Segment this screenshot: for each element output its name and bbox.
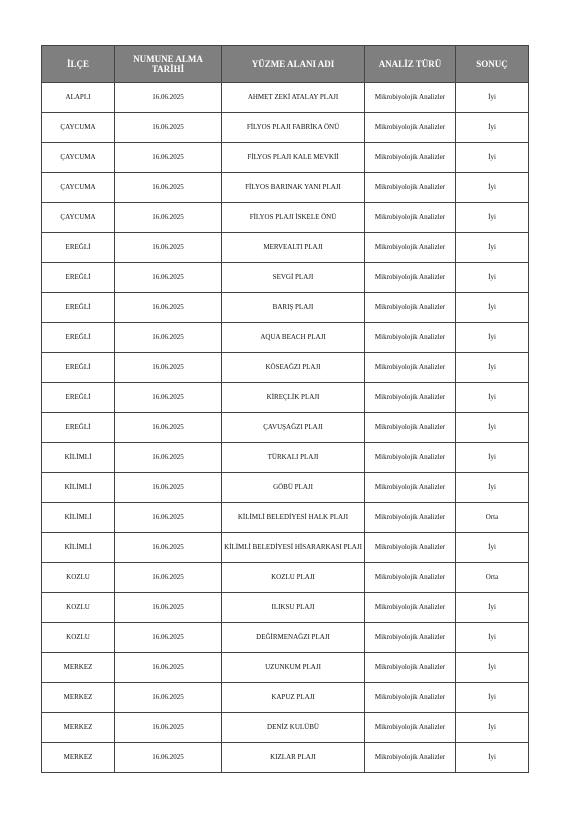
cell-beach-name: FİLYOS PLAJI KALE MEVKİİ xyxy=(222,143,365,173)
cell-district: EREĞLİ xyxy=(42,323,115,353)
cell-result: İyi xyxy=(456,743,529,773)
cell-district: EREĞLİ xyxy=(42,383,115,413)
cell-sample-date: 16.06.2025 xyxy=(115,563,222,593)
cell-district: MERKEZ xyxy=(42,653,115,683)
table-row xyxy=(42,593,529,623)
beach-water-quality-table xyxy=(41,45,529,773)
cell-result: İyi xyxy=(456,683,529,713)
cell-district: KİLİMLİ xyxy=(42,473,115,503)
table-row xyxy=(42,383,529,413)
cell-sample-date: 16.06.2025 xyxy=(115,143,222,173)
cell-sample-date: 16.06.2025 xyxy=(115,503,222,533)
cell-district: MERKEZ xyxy=(42,683,115,713)
cell-result: İyi xyxy=(456,113,529,143)
cell-beach-name: DEĞİRMENAĞZI PLAJI xyxy=(222,623,365,653)
cell-result: İyi xyxy=(456,443,529,473)
cell-beach-name: UZUNKUM PLAJI xyxy=(222,653,365,683)
cell-analysis-type: Mikrobiyolojik Analizler xyxy=(365,593,456,623)
cell-beach-name: MERVEALTI PLAJI xyxy=(222,233,365,263)
cell-sample-date: 16.06.2025 xyxy=(115,173,222,203)
cell-sample-date: 16.06.2025 xyxy=(115,293,222,323)
cell-sample-date: 16.06.2025 xyxy=(115,263,222,293)
table-row xyxy=(42,233,529,263)
table-row xyxy=(42,533,529,563)
table-row xyxy=(42,143,529,173)
cell-beach-name: KAPUZ PLAJI xyxy=(222,683,365,713)
table-row xyxy=(42,83,529,113)
cell-beach-name: ÇAVUŞAĞZI PLAJI xyxy=(222,413,365,443)
cell-analysis-type: Mikrobiyolojik Analizler xyxy=(365,743,456,773)
cell-result: Orta xyxy=(456,563,529,593)
cell-district: KİLİMLİ xyxy=(42,503,115,533)
table-row xyxy=(42,503,529,533)
cell-result: İyi xyxy=(456,293,529,323)
table-row xyxy=(42,263,529,293)
header-district: İLÇE xyxy=(42,46,115,83)
cell-sample-date: 16.06.2025 xyxy=(115,473,222,503)
cell-analysis-type: Mikrobiyolojik Analizler xyxy=(365,653,456,683)
cell-analysis-type: Mikrobiyolojik Analizler xyxy=(365,713,456,743)
table-row xyxy=(42,563,529,593)
cell-district: ALAPLI xyxy=(42,83,115,113)
cell-analysis-type: Mikrobiyolojik Analizler xyxy=(365,323,456,353)
cell-beach-name: KOZLU PLAJI xyxy=(222,563,365,593)
cell-analysis-type: Mikrobiyolojik Analizler xyxy=(365,473,456,503)
cell-district: EREĞLİ xyxy=(42,233,115,263)
cell-analysis-type: Mikrobiyolojik Analizler xyxy=(365,563,456,593)
table-row xyxy=(42,443,529,473)
cell-sample-date: 16.06.2025 xyxy=(115,83,222,113)
cell-beach-name: FİLYOS BARINAK YANI PLAJI xyxy=(222,173,365,203)
cell-beach-name: AHMET ZEKİ ATALAY PLAJI xyxy=(222,83,365,113)
header-sample-date: NUMUNE ALMA TARİHİ xyxy=(115,46,222,83)
cell-result: İyi xyxy=(456,413,529,443)
cell-analysis-type: Mikrobiyolojik Analizler xyxy=(365,443,456,473)
table-row xyxy=(42,293,529,323)
cell-beach-name: BARIŞ PLAJI xyxy=(222,293,365,323)
table-row xyxy=(42,653,529,683)
cell-sample-date: 16.06.2025 xyxy=(115,383,222,413)
cell-beach-name: KIZLAR PLAJI xyxy=(222,743,365,773)
cell-district: KOZLU xyxy=(42,623,115,653)
cell-result: İyi xyxy=(456,533,529,563)
cell-result: İyi xyxy=(456,83,529,113)
cell-district: EREĞLİ xyxy=(42,413,115,443)
cell-analysis-type: Mikrobiyolojik Analizler xyxy=(365,203,456,233)
cell-result: İyi xyxy=(456,593,529,623)
cell-district: ÇAYCUMA xyxy=(42,173,115,203)
cell-sample-date: 16.06.2025 xyxy=(115,203,222,233)
cell-analysis-type: Mikrobiyolojik Analizler xyxy=(365,83,456,113)
cell-result: İyi xyxy=(456,263,529,293)
cell-result: İyi xyxy=(456,173,529,203)
cell-district: MERKEZ xyxy=(42,743,115,773)
cell-sample-date: 16.06.2025 xyxy=(115,323,222,353)
header-result: SONUÇ xyxy=(456,46,529,83)
cell-analysis-type: Mikrobiyolojik Analizler xyxy=(365,263,456,293)
cell-district: ÇAYCUMA xyxy=(42,203,115,233)
cell-analysis-type: Mikrobiyolojik Analizler xyxy=(365,113,456,143)
cell-beach-name: KİLİMLİ BELEDİYESİ HİSARARKASI PLAJI xyxy=(222,533,365,563)
cell-sample-date: 16.06.2025 xyxy=(115,683,222,713)
cell-analysis-type: Mikrobiyolojik Analizler xyxy=(365,383,456,413)
cell-sample-date: 16.06.2025 xyxy=(115,233,222,263)
cell-beach-name: KİREÇLİK PLAJI xyxy=(222,383,365,413)
cell-district: EREĞLİ xyxy=(42,353,115,383)
cell-beach-name: ILIKSU PLAJI xyxy=(222,593,365,623)
cell-sample-date: 16.06.2025 xyxy=(115,743,222,773)
cell-result: İyi xyxy=(456,353,529,383)
cell-analysis-type: Mikrobiyolojik Analizler xyxy=(365,173,456,203)
cell-analysis-type: Mikrobiyolojik Analizler xyxy=(365,503,456,533)
cell-sample-date: 16.06.2025 xyxy=(115,533,222,563)
table-row xyxy=(42,473,529,503)
header-analysis-type: ANALİZ TÜRÜ xyxy=(365,46,456,83)
cell-district: KİLİMLİ xyxy=(42,533,115,563)
cell-analysis-type: Mikrobiyolojik Analizler xyxy=(365,143,456,173)
cell-result: İyi xyxy=(456,143,529,173)
cell-result: İyi xyxy=(456,383,529,413)
cell-district: KOZLU xyxy=(42,593,115,623)
cell-beach-name: TÜRKALI PLAJI xyxy=(222,443,365,473)
cell-beach-name: GÖBÜ PLAJI xyxy=(222,473,365,503)
cell-sample-date: 16.06.2025 xyxy=(115,113,222,143)
table-row xyxy=(42,173,529,203)
cell-result: İyi xyxy=(456,653,529,683)
cell-sample-date: 16.06.2025 xyxy=(115,443,222,473)
table-body xyxy=(42,83,529,773)
cell-result: İyi xyxy=(456,203,529,233)
table-row xyxy=(42,683,529,713)
table-row xyxy=(42,413,529,443)
cell-beach-name: FİLYOS PLAJI FABRİKA ÖNÜ xyxy=(222,113,365,143)
table-row xyxy=(42,353,529,383)
cell-result: İyi xyxy=(456,233,529,263)
cell-analysis-type: Mikrobiyolojik Analizler xyxy=(365,353,456,383)
cell-analysis-type: Mikrobiyolojik Analizler xyxy=(365,233,456,263)
cell-sample-date: 16.06.2025 xyxy=(115,413,222,443)
cell-district: ÇAYCUMA xyxy=(42,143,115,173)
table-row xyxy=(42,113,529,143)
table-header-row xyxy=(42,46,529,83)
cell-district: KİLİMLİ xyxy=(42,443,115,473)
cell-sample-date: 16.06.2025 xyxy=(115,713,222,743)
cell-beach-name: SEVGİ PLAJI xyxy=(222,263,365,293)
cell-beach-name: DENİZ KULÜBÜ xyxy=(222,713,365,743)
cell-analysis-type: Mikrobiyolojik Analizler xyxy=(365,533,456,563)
cell-district: EREĞLİ xyxy=(42,293,115,323)
cell-sample-date: 16.06.2025 xyxy=(115,353,222,383)
cell-beach-name: FİLYOS PLAJI İSKELE ÖNÜ xyxy=(222,203,365,233)
table-row xyxy=(42,623,529,653)
cell-district: EREĞLİ xyxy=(42,263,115,293)
header-beach-name: YÜZME ALANI ADI xyxy=(222,46,365,83)
cell-beach-name: KİLİMLİ BELEDİYESİ HALK PLAJI xyxy=(222,503,365,533)
cell-district: MERKEZ xyxy=(42,713,115,743)
cell-sample-date: 16.06.2025 xyxy=(115,623,222,653)
table-row xyxy=(42,203,529,233)
cell-district: KOZLU xyxy=(42,563,115,593)
table-row xyxy=(42,323,529,353)
cell-analysis-type: Mikrobiyolojik Analizler xyxy=(365,413,456,443)
cell-analysis-type: Mikrobiyolojik Analizler xyxy=(365,293,456,323)
cell-sample-date: 16.06.2025 xyxy=(115,593,222,623)
cell-result: İyi xyxy=(456,713,529,743)
cell-result: İyi xyxy=(456,323,529,353)
table-row xyxy=(42,713,529,743)
cell-analysis-type: Mikrobiyolojik Analizler xyxy=(365,683,456,713)
cell-analysis-type: Mikrobiyolojik Analizler xyxy=(365,623,456,653)
cell-result: İyi xyxy=(456,623,529,653)
cell-sample-date: 16.06.2025 xyxy=(115,653,222,683)
cell-district: ÇAYCUMA xyxy=(42,113,115,143)
cell-beach-name: KÖSEAĞZI PLAJI xyxy=(222,353,365,383)
cell-beach-name: AQUA BEACH PLAJI xyxy=(222,323,365,353)
cell-result: İyi xyxy=(456,473,529,503)
cell-result: Orta xyxy=(456,503,529,533)
table-row xyxy=(42,743,529,773)
